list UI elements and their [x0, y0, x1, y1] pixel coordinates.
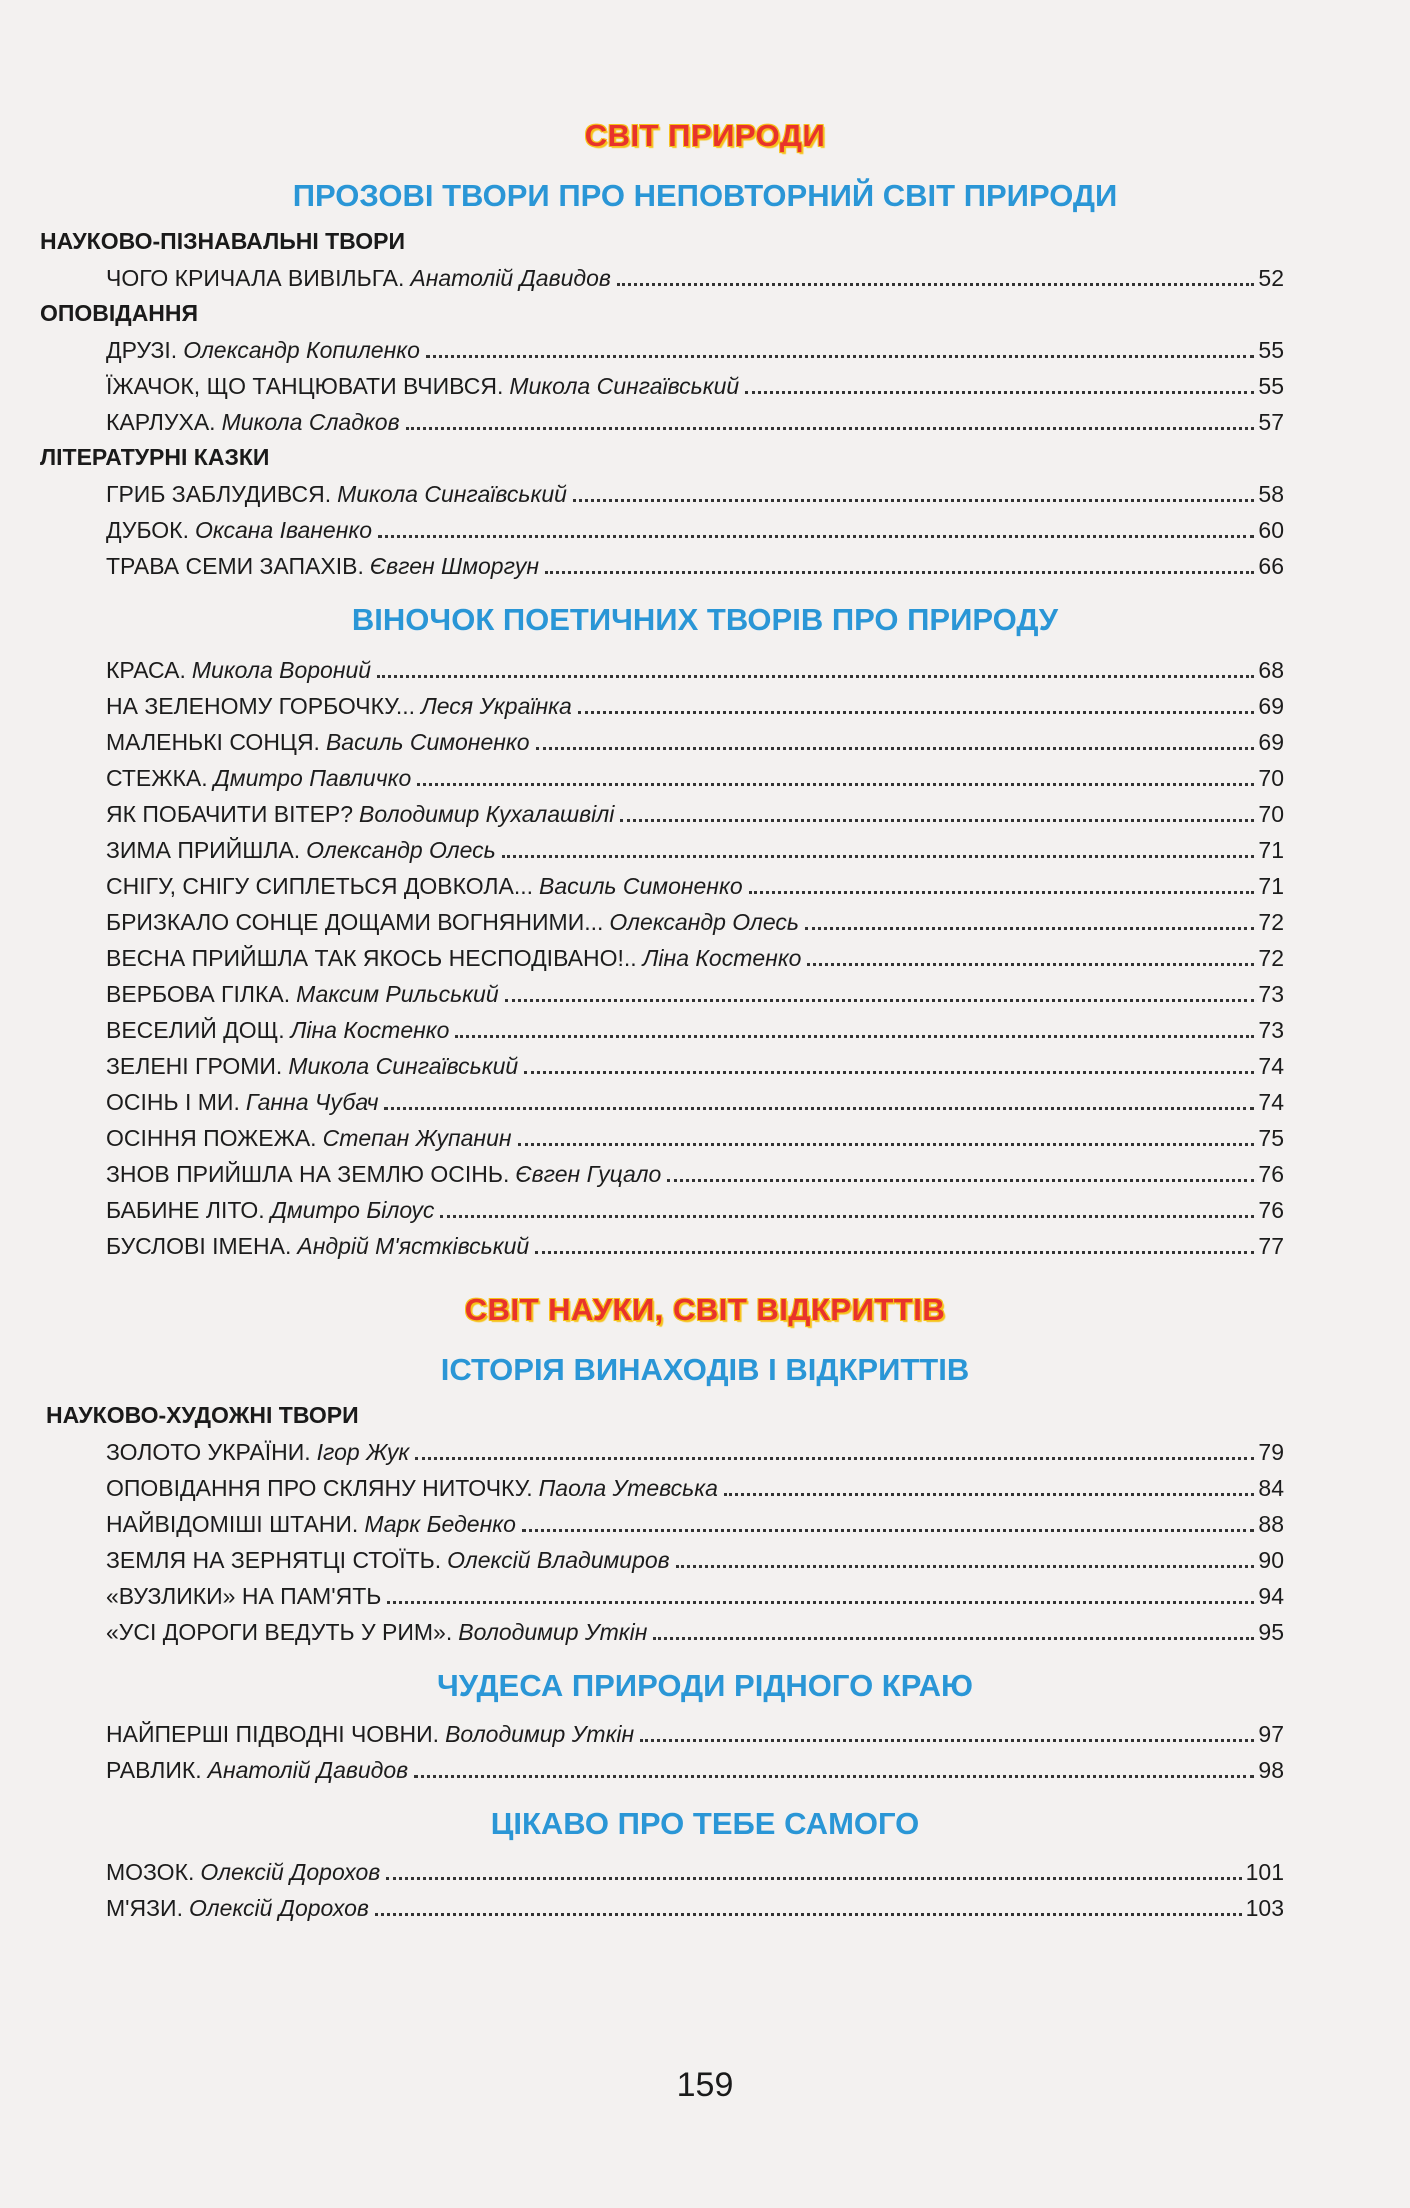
- entry-title: ДУБОК.: [106, 517, 189, 543]
- entry-page: 97: [1258, 1721, 1284, 1747]
- dot-leader: [745, 391, 1254, 394]
- entry-author: Анатолій Давидов: [410, 265, 611, 291]
- entry-title: НА ЗЕЛЕНОМУ ГОРБОЧКУ...: [106, 693, 415, 719]
- entry-page: 101: [1245, 1859, 1284, 1885]
- toc-entry[interactable]: [106, 404, 1284, 436]
- entry-author: Анатолій Давидов: [207, 1757, 409, 1783]
- dot-leader: [724, 1493, 1254, 1496]
- entry-page: 76: [1258, 1197, 1284, 1223]
- entry-title: ЇЖАЧОК, ЩО ТАНЦЮВАТИ ВЧИВСЯ.: [106, 373, 504, 399]
- dot-leader: [377, 675, 1254, 678]
- entry-title: БРИЗКАЛО СОНЦЕ ДОЩАМИ ВОГНЯНИМИ...: [106, 909, 604, 935]
- dot-leader: [617, 283, 1255, 286]
- entry-page: 52: [1258, 265, 1284, 291]
- entry-author: Андрій М'ястківський: [297, 1233, 530, 1259]
- toc-entry[interactable]: [106, 868, 1284, 900]
- entry-title: СНІГУ, СНІГУ СИПЛЕТЬСЯ ДОВКОЛА...: [106, 873, 534, 899]
- toc-entry[interactable]: [106, 940, 1284, 972]
- entry-page: 103: [1245, 1895, 1284, 1921]
- entry-page: 69: [1258, 693, 1284, 719]
- entry-author: Марк Беденко: [364, 1511, 516, 1537]
- entry-author: Євген Гуцало: [515, 1161, 662, 1187]
- toc-entry[interactable]: [106, 476, 1284, 508]
- dot-leader: [386, 1877, 1241, 1880]
- dot-leader: [426, 355, 1254, 358]
- toc-entry[interactable]: [106, 1578, 1284, 1610]
- dot-leader: [455, 1035, 1254, 1038]
- dot-leader: [384, 1107, 1254, 1110]
- entry-author: Степан Жупанин: [322, 1125, 512, 1151]
- entry-author: Микола Вороний: [191, 657, 372, 683]
- toc-entry[interactable]: [106, 1614, 1284, 1646]
- entry-title: НАЙВІДОМІШІ ШТАНИ.: [106, 1511, 359, 1537]
- dot-leader: [378, 535, 1254, 538]
- section-title: СВІТ НАУКИ, СВІТ ВІДКРИТТІВ: [464, 1292, 946, 1327]
- toc-entry[interactable]: [106, 1506, 1284, 1538]
- toc-entry[interactable]: [106, 368, 1284, 400]
- entry-page: 73: [1258, 1017, 1284, 1043]
- entry-title: ОСІННЯ ПОЖЕЖА.: [106, 1125, 317, 1151]
- dot-leader: [640, 1739, 1254, 1742]
- dot-leader: [535, 1251, 1254, 1254]
- entry-author: Оксана Іваненко: [194, 517, 373, 543]
- entry-title: РАВЛИК.: [106, 1757, 202, 1783]
- toc-entry[interactable]: [106, 1012, 1284, 1044]
- entry-author: Микола Сингаївський: [288, 1053, 519, 1079]
- entry-title: БУСЛОВІ ІМЕНА.: [106, 1233, 292, 1259]
- dot-leader: [807, 963, 1254, 966]
- entry-page: 74: [1258, 1089, 1284, 1115]
- entry-author: Олексій Дорохов: [188, 1895, 369, 1921]
- toc-entry[interactable]: [106, 688, 1284, 720]
- entry-author: Микола Сладков: [221, 409, 400, 435]
- entry-title: ОСІНЬ І МИ.: [106, 1089, 240, 1115]
- entry-title: «УСІ ДОРОГИ ВЕДУТЬ У РИМ».: [106, 1619, 453, 1645]
- entry-title: МАЛЕНЬКІ СОНЦЯ.: [106, 729, 320, 755]
- section-title: СВІТ ПРИРОДИ: [584, 118, 826, 153]
- dot-leader: [522, 1529, 1255, 1532]
- entry-author: Ліна Костенко: [642, 945, 802, 971]
- entry-title: КАРЛУХА.: [106, 409, 216, 435]
- entry-page: 98: [1258, 1757, 1284, 1783]
- dot-leader: [414, 1775, 1254, 1778]
- subsection-title: ІСТОРІЯ ВИНАХОДІВ І ВІДКРИТТІВ: [440, 1352, 970, 1387]
- toc-entry[interactable]: [106, 760, 1284, 792]
- toc-entry[interactable]: [106, 1192, 1284, 1224]
- entry-author: Володимир Уткін: [445, 1721, 635, 1747]
- entry-page: 70: [1258, 801, 1284, 827]
- entry-title: БАБИНЕ ЛІТО.: [106, 1197, 265, 1223]
- toc-entry[interactable]: [106, 1228, 1284, 1260]
- entry-page: 74: [1258, 1053, 1284, 1079]
- entry-author: Олександр Олесь: [306, 837, 496, 863]
- entry-author: Микола Сингаївський: [509, 373, 740, 399]
- group-title: ЛІТЕРАТУРНІ КАЗКИ: [40, 444, 270, 470]
- entry-author: Дмитро Павличко: [213, 765, 412, 791]
- dot-leader: [505, 999, 1255, 1002]
- dot-leader: [536, 747, 1255, 750]
- entry-page: 76: [1258, 1161, 1284, 1187]
- dot-leader: [415, 1457, 1254, 1460]
- toc-entry[interactable]: [106, 724, 1284, 756]
- toc-entry[interactable]: [106, 904, 1284, 936]
- entry-author: Василь Симоненко: [539, 873, 743, 899]
- entry-author: Євген Шморгун: [369, 553, 540, 579]
- entry-title: МОЗОК.: [106, 1859, 195, 1885]
- entry-title: М'ЯЗИ.: [106, 1895, 183, 1921]
- entry-author: Максим Рильський: [296, 981, 499, 1007]
- toc-entry[interactable]: [106, 1854, 1284, 1886]
- group-title: НАУКОВО-ХУДОЖНІ ТВОРИ: [46, 1402, 359, 1428]
- dot-leader: [387, 1601, 1254, 1604]
- entry-page: 68: [1258, 657, 1284, 683]
- entry-page: 84: [1258, 1475, 1284, 1501]
- dot-leader: [676, 1565, 1255, 1568]
- entry-title: ДРУЗІ.: [106, 337, 178, 363]
- entry-page: 71: [1258, 873, 1284, 899]
- entry-page: 72: [1258, 945, 1284, 971]
- toc-entry[interactable]: [106, 1890, 1284, 1922]
- entry-page: 69: [1258, 729, 1284, 755]
- toc-entry[interactable]: [106, 1542, 1284, 1574]
- entry-title: ЗЕМЛЯ НА ЗЕРНЯТЦІ СТОЇТЬ.: [106, 1547, 442, 1573]
- entry-page: 58: [1258, 481, 1284, 507]
- entry-title: НАЙПЕРШІ ПІДВОДНІ ЧОВНИ.: [106, 1721, 440, 1747]
- entry-author: Дмитро Білоус: [270, 1197, 435, 1223]
- entry-page: 90: [1258, 1547, 1284, 1573]
- toc-entry[interactable]: [106, 1084, 1284, 1116]
- group-title: НАУКОВО-ПІЗНАВАЛЬНІ ТВОРИ: [40, 228, 405, 254]
- entry-page: 60: [1258, 517, 1284, 543]
- toc-entry[interactable]: [106, 548, 1284, 580]
- entry-title: ОПОВІДАННЯ ПРО СКЛЯНУ НИТОЧКУ.: [106, 1475, 533, 1501]
- entry-title: ВЕРБОВА ГІЛКА.: [106, 981, 291, 1007]
- entry-author: Леся Українка: [421, 693, 572, 719]
- dot-leader: [545, 571, 1254, 574]
- entry-page: 79: [1258, 1439, 1284, 1465]
- toc-entry[interactable]: [106, 1120, 1284, 1152]
- dot-leader: [518, 1143, 1255, 1146]
- entry-author: Олександр Олесь: [609, 909, 799, 935]
- dot-leader: [573, 499, 1254, 502]
- entry-page: 55: [1258, 373, 1284, 399]
- dot-leader: [749, 891, 1255, 894]
- entry-title: ЧОГО КРИЧАЛА ВИВІЛЬГА.: [106, 265, 405, 291]
- toc-entry[interactable]: [106, 1716, 1284, 1748]
- entry-page: 71: [1258, 837, 1284, 863]
- entry-page: 73: [1258, 981, 1284, 1007]
- entry-page: 66: [1258, 553, 1284, 579]
- toc-entry[interactable]: [106, 1156, 1284, 1188]
- entry-author: Олексій Владимиров: [447, 1547, 670, 1573]
- dot-leader: [578, 711, 1255, 714]
- subsection-title: ПРОЗОВІ ТВОРИ ПРО НЕПОВТОРНИЙ СВІТ ПРИРОДИ: [292, 178, 1118, 213]
- entry-author: Василь Симоненко: [325, 729, 530, 755]
- toc-entry[interactable]: [106, 1752, 1284, 1784]
- toc-entry[interactable]: [106, 832, 1284, 864]
- entry-author: Олександр Копиленко: [183, 337, 420, 363]
- toc-entry[interactable]: [106, 1048, 1284, 1080]
- entry-author: Микола Сингаївський: [337, 481, 567, 507]
- entry-title: ЗЕЛЕНІ ГРОМИ.: [106, 1053, 283, 1079]
- entry-author: Ліна Костенко: [290, 1017, 450, 1043]
- entry-author: Олексій Дорохов: [200, 1859, 381, 1885]
- subsection-title: ВІНОЧОК ПОЕТИЧНИХ ТВОРІВ ПРО ПРИРОДУ: [351, 602, 1059, 637]
- entry-author: Ганна Чубач: [245, 1089, 379, 1115]
- entry-page: 57: [1258, 409, 1284, 435]
- dot-leader: [406, 427, 1255, 430]
- dot-leader: [653, 1637, 1254, 1640]
- entry-title: ВЕСЕЛИЙ ДОЩ.: [106, 1017, 285, 1043]
- entry-title: ЗОЛОТО УКРАЇНИ.: [106, 1439, 311, 1465]
- toc-entry[interactable]: [106, 332, 1284, 364]
- group-title: ОПОВІДАННЯ: [40, 300, 199, 326]
- subsection-title: ЦІКАВО ПРО ТЕБЕ САМОГО: [490, 1806, 920, 1841]
- dot-leader: [805, 927, 1254, 930]
- entry-title: КРАСА.: [106, 657, 186, 683]
- entry-page: 88: [1258, 1511, 1284, 1537]
- entry-page: 95: [1258, 1619, 1284, 1645]
- entry-author: Володимир Уткін: [458, 1619, 648, 1645]
- dot-leader: [502, 855, 1255, 858]
- entry-title: «ВУЗЛИКИ» НА ПАМ'ЯТЬ: [106, 1583, 382, 1609]
- entry-title: ВЕСНА ПРИЙШЛА ТАК ЯКОСЬ НЕСПОДІВАНО!..: [106, 945, 637, 971]
- toc-entry[interactable]: [106, 976, 1284, 1008]
- entry-author: Паола Утевська: [538, 1475, 718, 1501]
- entry-author: Ігор Жук: [316, 1439, 410, 1465]
- dot-leader: [417, 783, 1254, 786]
- subsection-title: ЧУДЕСА ПРИРОДИ РІДНОГО КРАЮ: [436, 1668, 974, 1703]
- entry-title: ГРИБ ЗАБЛУДИВСЯ.: [106, 481, 332, 507]
- dot-leader: [667, 1179, 1254, 1182]
- dot-leader: [440, 1215, 1254, 1218]
- toc-entry[interactable]: [106, 1470, 1284, 1502]
- toc-entry[interactable]: [106, 1434, 1284, 1466]
- dot-leader: [620, 819, 1254, 822]
- toc-entry[interactable]: [106, 652, 1284, 684]
- entry-title: СТЕЖКА.: [106, 765, 208, 791]
- entry-title: ЗНОВ ПРИЙШЛА НА ЗЕМЛЮ ОСІНЬ.: [106, 1161, 510, 1187]
- toc-entry[interactable]: [106, 512, 1284, 544]
- entry-title: ТРАВА СЕМИ ЗАПАХІВ.: [106, 553, 364, 579]
- dot-leader: [375, 1913, 1242, 1916]
- entry-author: Володимир Кухалашвілі: [359, 801, 615, 827]
- entry-page: 70: [1258, 765, 1284, 791]
- entry-title: ЗИМА ПРИЙШЛА.: [106, 837, 301, 863]
- entry-page: 77: [1258, 1233, 1284, 1259]
- entry-page: 55: [1258, 337, 1284, 363]
- toc-entry[interactable]: [106, 260, 1284, 292]
- entry-title: ЯК ПОБАЧИТИ ВІТЕР?: [106, 801, 354, 827]
- entry-page: 72: [1258, 909, 1284, 935]
- entry-page: 94: [1258, 1583, 1284, 1609]
- entry-page: 75: [1258, 1125, 1284, 1151]
- toc-entry[interactable]: [106, 796, 1284, 828]
- dot-leader: [524, 1071, 1254, 1074]
- page-number: 159: [676, 2066, 734, 2104]
